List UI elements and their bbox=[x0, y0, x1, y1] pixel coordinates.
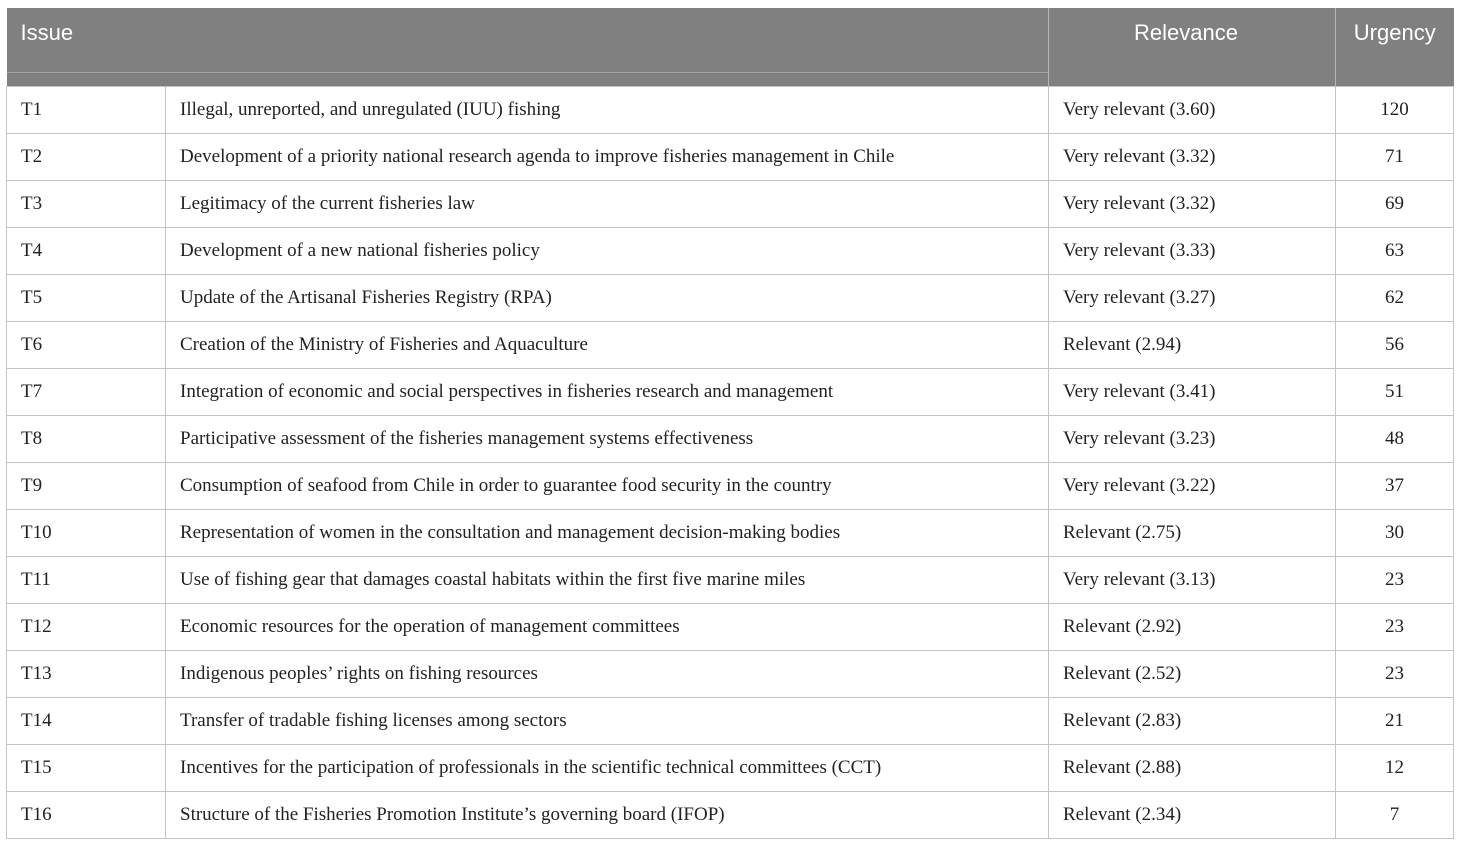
issue-description-cell: Development of a priority national research agenda to improve fisheries management in Chile bbox=[166, 134, 1049, 181]
relevance-cell: Very relevant (3.27) bbox=[1049, 275, 1336, 322]
table-row bbox=[7, 134, 1454, 181]
table-row bbox=[7, 228, 1454, 275]
urgency-cell: 30 bbox=[1336, 510, 1454, 557]
issue-id-cell: T7 bbox=[7, 369, 166, 416]
table-row bbox=[7, 369, 1454, 416]
urgency-cell: 48 bbox=[1336, 416, 1454, 463]
column-header-urgency bbox=[1336, 8, 1454, 87]
column-header-urgency-label: Urgency bbox=[1353, 20, 1436, 45]
urgency-cell: 21 bbox=[1336, 698, 1454, 745]
issue-id-cell: T5 bbox=[7, 275, 166, 322]
issue-description-cell: Update of the Artisanal Fisheries Registry (RPA) bbox=[166, 275, 1049, 322]
urgency-cell: 71 bbox=[1336, 134, 1454, 181]
issue-id-cell: T12 bbox=[7, 604, 166, 651]
issues-table bbox=[6, 8, 1454, 839]
table-row bbox=[7, 416, 1454, 463]
urgency-cell: 69 bbox=[1336, 181, 1454, 228]
header-divider bbox=[7, 72, 1049, 73]
urgency-cell: 56 bbox=[1336, 322, 1454, 369]
urgency-cell: 62 bbox=[1336, 275, 1454, 322]
urgency-cell: 51 bbox=[1336, 369, 1454, 416]
column-header-relevance-label: Relevance bbox=[1134, 20, 1238, 45]
relevance-cell: Very relevant (3.13) bbox=[1049, 557, 1336, 604]
table-row bbox=[7, 463, 1454, 510]
relevance-cell: Very relevant (3.32) bbox=[1049, 134, 1336, 181]
issue-description-cell: Development of a new national fisheries policy bbox=[166, 228, 1049, 275]
table-row bbox=[7, 510, 1454, 557]
column-header-issue-label: Issue bbox=[20, 20, 74, 45]
relevance-cell: Relevant (2.92) bbox=[1049, 604, 1336, 651]
table-row bbox=[7, 322, 1454, 369]
relevance-cell: Relevant (2.75) bbox=[1049, 510, 1336, 557]
issue-description-cell: Consumption of seafood from Chile in order to guarantee food security in the country bbox=[166, 463, 1049, 510]
issue-description-cell: Integration of economic and social perspectives in fisheries research and management bbox=[166, 369, 1049, 416]
issue-description-cell: Economic resources for the operation of management committees bbox=[166, 604, 1049, 651]
relevance-cell: Very relevant (3.41) bbox=[1049, 369, 1336, 416]
table-body bbox=[7, 87, 1454, 839]
relevance-cell: Relevant (2.88) bbox=[1049, 745, 1336, 792]
issue-id-cell: T14 bbox=[7, 698, 166, 745]
issue-id-cell: T15 bbox=[7, 745, 166, 792]
relevance-cell: Relevant (2.94) bbox=[1049, 322, 1336, 369]
issue-description-cell: Participative assessment of the fisheries management systems effectiveness bbox=[166, 416, 1049, 463]
issue-id-cell: T8 bbox=[7, 416, 166, 463]
relevance-cell: Relevant (2.83) bbox=[1049, 698, 1336, 745]
issues-table-container bbox=[6, 8, 1453, 839]
urgency-cell: 12 bbox=[1336, 745, 1454, 792]
table-row bbox=[7, 87, 1454, 134]
relevance-cell: Relevant (2.34) bbox=[1049, 792, 1336, 839]
issue-description-cell: Transfer of tradable fishing licenses among sectors bbox=[166, 698, 1049, 745]
urgency-cell: 63 bbox=[1336, 228, 1454, 275]
issue-description-cell: Use of fishing gear that damages coastal habitats within the first five marine miles bbox=[166, 557, 1049, 604]
relevance-cell: Relevant (2.52) bbox=[1049, 651, 1336, 698]
issue-id-cell: T11 bbox=[7, 557, 166, 604]
issue-id-cell: T2 bbox=[7, 134, 166, 181]
column-header-issue bbox=[7, 8, 1049, 87]
urgency-cell: 37 bbox=[1336, 463, 1454, 510]
relevance-cell: Very relevant (3.22) bbox=[1049, 463, 1336, 510]
issue-description-cell: Representation of women in the consultation and management decision-making bodies bbox=[166, 510, 1049, 557]
relevance-cell: Very relevant (3.32) bbox=[1049, 181, 1336, 228]
table-row bbox=[7, 745, 1454, 792]
issue-description-cell: Structure of the Fisheries Promotion Institute’s governing board (IFOP) bbox=[166, 792, 1049, 839]
table-row bbox=[7, 181, 1454, 228]
table-row bbox=[7, 604, 1454, 651]
urgency-cell: 120 bbox=[1336, 87, 1454, 134]
issue-id-cell: T4 bbox=[7, 228, 166, 275]
issue-id-cell: T3 bbox=[7, 181, 166, 228]
table-row bbox=[7, 792, 1454, 839]
relevance-cell: Very relevant (3.33) bbox=[1049, 228, 1336, 275]
urgency-cell: 23 bbox=[1336, 557, 1454, 604]
table-row bbox=[7, 557, 1454, 604]
issue-description-cell: Indigenous peoples’ rights on fishing resources bbox=[166, 651, 1049, 698]
issue-id-cell: T16 bbox=[7, 792, 166, 839]
issue-id-cell: T13 bbox=[7, 651, 166, 698]
table-header bbox=[7, 8, 1454, 87]
table-row bbox=[7, 698, 1454, 745]
issue-id-cell: T9 bbox=[7, 463, 166, 510]
table-header-row bbox=[7, 8, 1454, 87]
urgency-cell: 23 bbox=[1336, 651, 1454, 698]
issue-id-cell: T1 bbox=[7, 87, 166, 134]
column-header-relevance bbox=[1049, 8, 1336, 87]
table-row bbox=[7, 651, 1454, 698]
relevance-cell: Very relevant (3.23) bbox=[1049, 416, 1336, 463]
table-row bbox=[7, 275, 1454, 322]
urgency-cell: 23 bbox=[1336, 604, 1454, 651]
urgency-cell: 7 bbox=[1336, 792, 1454, 839]
issue-id-cell: T6 bbox=[7, 322, 166, 369]
issue-description-cell: Creation of the Ministry of Fisheries and Aquaculture bbox=[166, 322, 1049, 369]
issue-description-cell: Incentives for the participation of professionals in the scientific technical committees (CCT) bbox=[166, 745, 1049, 792]
issue-description-cell: Legitimacy of the current fisheries law bbox=[166, 181, 1049, 228]
relevance-cell: Very relevant (3.60) bbox=[1049, 87, 1336, 134]
issue-id-cell: T10 bbox=[7, 510, 166, 557]
issue-description-cell: Illegal, unreported, and unregulated (IUU) fishing bbox=[166, 87, 1049, 134]
